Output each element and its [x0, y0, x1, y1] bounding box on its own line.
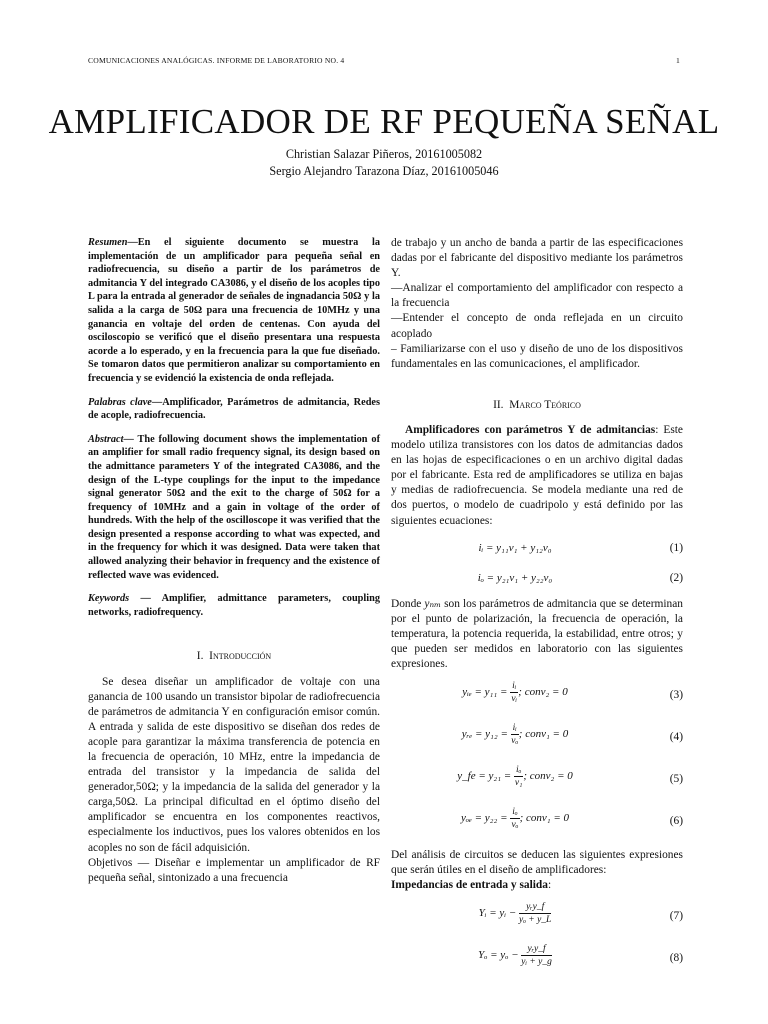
- running-header: [88, 56, 680, 65]
- marco-text-1: : Este modelo utiliza transistores con los datos de admitancias dados en las hojas de especificaciones o en un archivo digital dadas por el fabricante. Esta red de amplificadores se utiliza en bajas y medias de radiofrecuencia. Se modela mediante una red de dos puertos, o modelo de cuadripolo y está definido por las siguientes ecuaciones:: [391, 423, 683, 527]
- abstract: [88, 433, 380, 583]
- section-2-numeral: II.: [493, 398, 504, 411]
- eq3-denominator: vᵢ: [511, 694, 518, 705]
- equation-2: [391, 567, 683, 589]
- equation-1: [391, 537, 683, 559]
- author-list: [0, 146, 768, 180]
- marco-paragraph-2: [391, 597, 683, 672]
- eq6-fraction: [510, 806, 519, 831]
- resumen-label: Resumen: [88, 237, 128, 248]
- eq5-denominator: v₁: [514, 778, 523, 789]
- ynm-symbol: yₙₘ: [424, 597, 442, 610]
- eq8-numerator: yᵣy_f: [521, 943, 552, 956]
- lead-amplificadores: Amplificadores con parámetros Y de admitancias: [405, 423, 656, 436]
- eq7-fraction: [519, 901, 551, 926]
- objetivo-4: – Familiarizarse con el uso y diseño de uno de los dispositivos fundamentales en las comunicaciones, el amplificador.: [391, 342, 683, 370]
- impedancias-label: Impedancias de entrada y salida: [391, 879, 548, 892]
- right-column: [391, 236, 683, 985]
- equation-4-number: (4): [669, 731, 683, 744]
- equation-3: [391, 680, 683, 714]
- palabras-text: —Amplificador, Parámetros de admitancia, Redes de acople, radiofrecuencia.: [88, 396, 380, 422]
- eq7-lhs: Yᵢ = yᵢ −: [478, 907, 517, 920]
- eq8-denominator: yᵢ + y_g: [521, 957, 552, 968]
- equation-5-number: (5): [669, 773, 683, 786]
- left-column: [88, 236, 380, 886]
- equation-1-number: (1): [669, 541, 683, 554]
- impedancias-heading: [391, 878, 683, 893]
- keywords: [88, 592, 380, 619]
- section-2-title: Marco Teórico: [509, 398, 581, 411]
- eq4-numerator: iᵢ: [512, 723, 517, 734]
- objetivos-continued: de trabajo y un ancho de banda a partir de las especificaciones dadas por el fabricante del dispositivo mediante los parámetros Y.: [391, 237, 683, 280]
- objetivos-paragraph: Objetivos — Diseñar e implementar un amplificador de RF pequeña señal, sintonizado a una frecuencia: [88, 856, 380, 884]
- intro-paragraph: Se desea diseñar un amplificador de voltaje con una ganancia de 100 usando un transistor bipolar de radiofrecuencia de parámetros de admitancia Y en configuración emisor común. A entrada y salida de este dispositivo se diseñan dos redes de acople para garantizar la máxima transferencia de potencia en la frecuencia de operación, 10 MHz, entre la impedancia de entrada del transistor y la impedancia de salida del generador,50Ω; y la impedancia de la salida del generador y la carga,50Ω. La principal dificultad en el óptimo diseño del amplificador se encuentra en los componentes reactivos, especialmente los inductivos, pues los valores obtenidos en los acoples no son de fácil adquisición.: [88, 675, 380, 854]
- eq5-numerator: iₒ: [515, 765, 522, 776]
- equation-8-number: (8): [669, 952, 683, 965]
- marco-paragraph-3: Del análisis de circuitos se deducen las siguientes expresiones que serán útiles en el diseño de amplificadores:: [391, 849, 683, 877]
- eq3-rhs: ; conv₂ = 0: [518, 686, 568, 699]
- eq5-fraction: [514, 764, 523, 789]
- equation-7: [391, 901, 683, 935]
- eq4-lhs: yᵣₑ = y₁₂ =: [461, 728, 508, 741]
- page-number: 1: [676, 56, 680, 65]
- equation-6: [391, 806, 683, 840]
- equation-3-number: (3): [669, 689, 683, 702]
- impedancias-colon: :: [547, 879, 552, 892]
- palabras-label: Palabras clave: [88, 396, 152, 408]
- abstract-label: Abstract: [88, 433, 124, 445]
- author-1: Christian Salazar Piñeros, 20161005082: [285, 147, 483, 161]
- resumen-text: —En el siguiente documento se muestra la implementación de un amplificador para pequeña señal en radiofrecuencia, su diseño a partir de los parámetros de admitancia Y del integrado CA3086, y el diseño de los acoples tipo L para la entrada al generador de señales de ingnadancia 50Ω y la salida a la carga de 50Ω para una frecuencia de 10MHz y una ganancia en voltaje del orden de centenas. Con ayuda del osciloscopio se verificó que el diseño presentara una respuesta acorde a lo esperado, y en la frecuencia para la que fue diseñado. Se tomaron datos que permitieron analizar su comportamiento en frecuencia y se evidenció la existencia de onda reflejada.: [88, 237, 380, 384]
- objetivo-3: —Entender el concepto de onda reflejada en un circuito acoplado: [391, 312, 683, 340]
- section-heading-introduccion: [88, 649, 380, 664]
- equation-2-expr: iₒ = y₂₁v₁ + y₂₂v₀: [477, 571, 553, 584]
- eq5-lhs: y_fe = y₂₁ =: [457, 770, 512, 783]
- eq5-rhs: ; conv₂ = 0: [523, 770, 573, 783]
- eq6-numerator: iₒ: [512, 807, 518, 818]
- paper-title: AMPLIFICADOR DE RF PEQUEÑA SEÑAL: [48, 102, 720, 141]
- equation-6-number: (6): [669, 815, 683, 828]
- abstract-text: — The following document shows the implementation of an amplifier for small radio frequency signal, its design based on the admittance parameters Y of the integrated CA3086, and the design of the L-type couplings for the input to the impedance signal generator 50Ω and the exit to the charge of 50Ω for a frequency of 10MHz and a gain in voltage of the order of hundreds. With the help of the oscilloscope it was verified that the design presented a response according to what was expected, and in the frequency for which it was designed. Data were taken that allowed analyzing their behavior in frequency and the existence of reflected wave was evidenced.: [88, 433, 380, 581]
- keywords-label: Keywords: [88, 593, 130, 605]
- eq4-denominator: vₒ: [511, 736, 519, 747]
- marco-text-2a: Donde: [391, 597, 425, 610]
- section-1-numeral: I.: [196, 650, 204, 663]
- eq4-rhs: ; conv₁ = 0: [518, 728, 569, 741]
- palabras-clave: [88, 396, 380, 423]
- eq4-fraction: [511, 722, 519, 747]
- author-2: Sergio Alejandro Tarazona Díaz, 20161005046: [269, 164, 499, 178]
- eq7-denominator: yₒ + y_L: [518, 915, 552, 926]
- eq3-numerator: iᵢ: [512, 681, 517, 692]
- equation-7-number: (7): [669, 910, 683, 923]
- eq6-lhs: yₒₑ = y₂₂ =: [460, 812, 508, 825]
- running-title: COMUNICACIONES ANALÓGICAS. INFORME DE LABORATORIO NO. 4: [88, 56, 345, 65]
- equation-2-number: (2): [669, 571, 683, 584]
- eq6-rhs: ; conv₁ = 0: [519, 812, 570, 825]
- marco-text-2b: son los parámetros de admitancia que se determinan por el punto de polarización, la frecuencia de operación, la temperatura, la potencia requerida, la estabilidad, entre otros; y que pueden ser medidos en laboratorio con las siguientes expresiones.: [391, 597, 683, 670]
- equation-4: [391, 722, 683, 756]
- keywords-text: — Amplifier, admittance parameters, coupling networks, radiofrequency.: [88, 593, 380, 618]
- eq8-fraction: [521, 943, 552, 968]
- equation-1-expr: iᵢ = y₁₁v₁ + y₁₂v₀: [478, 541, 552, 554]
- section-heading-marco-teorico: [391, 398, 683, 413]
- section-1-title: Introducción: [209, 650, 272, 663]
- eq3-lhs: yᵢₑ = y₁₁ =: [462, 686, 508, 699]
- equation-5: [391, 764, 683, 798]
- marco-paragraph-1: [391, 423, 683, 529]
- eq7-numerator: yᵣy_f: [519, 901, 551, 914]
- equation-8: [391, 943, 683, 977]
- resumen: [88, 236, 380, 386]
- objetivo-2: —Analizar el comportamiento del amplificador con respecto a la frecuencia: [391, 282, 683, 310]
- eq6-denominator: vₒ: [511, 820, 519, 831]
- eq8-lhs: Yₒ = yₒ −: [478, 949, 519, 962]
